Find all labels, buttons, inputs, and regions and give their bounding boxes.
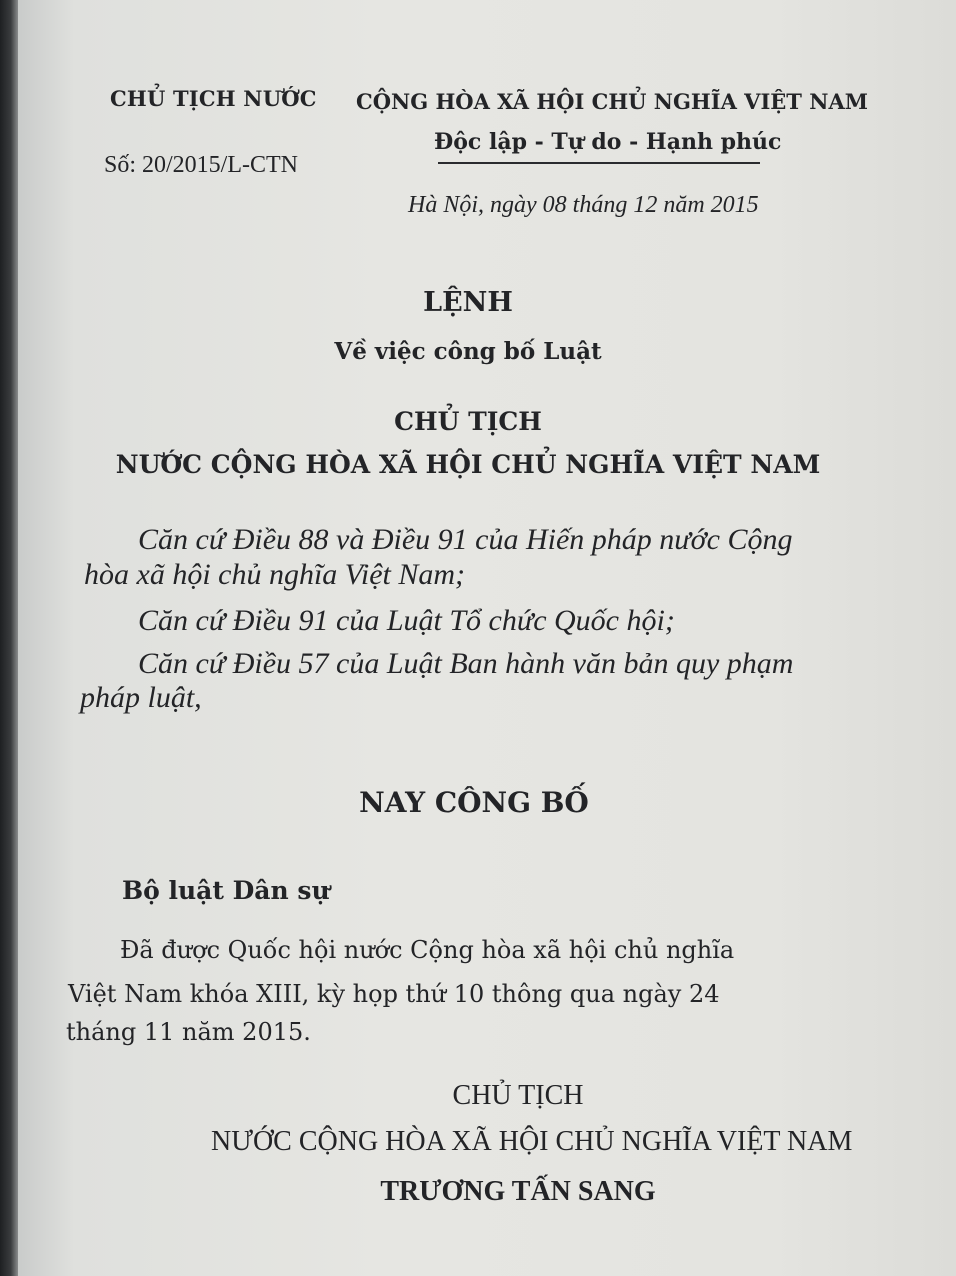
legal-basis-line: Căn cứ Điều 88 và Điều 91 của Hiến pháp nước Cộng	[138, 523, 793, 556]
document-type: LỆNH	[423, 287, 513, 318]
issuing-authority: CHỦ TỊCH NƯỚC	[110, 86, 317, 111]
document-number: Số: 20/2015/L-CTN	[104, 152, 299, 178]
legal-basis-line: Căn cứ Điều 91 của Luật Tổ chức Quốc hội;	[138, 604, 675, 637]
signatory-title: CHỦ TỊCH	[452, 1080, 584, 1111]
issuer-title: CHỦ TỊCH	[394, 407, 542, 436]
law-name: Bộ luật Dân sự	[122, 876, 330, 905]
proclamation-body-line: tháng 11 năm 2015.	[66, 1018, 311, 1046]
national-motto: Độc lập - Tự do - Hạnh phúc	[434, 129, 782, 155]
document-page	[18, 0, 956, 1276]
book-spine-shadow	[0, 0, 18, 1276]
place-and-date: Hà Nội, ngày 08 tháng 12 năm 2015	[408, 192, 759, 218]
bleed-through-text	[138, 368, 146, 396]
document-subject: Về việc công bố Luật	[334, 338, 602, 365]
national-title: CỘNG HÒA XÃ HỘI CHỦ NGHĨA VIỆT NAM	[356, 89, 868, 114]
issuer-organization: NƯỚC CỘNG HÒA XÃ HỘI CHỦ NGHĨA VIỆT NAM	[115, 450, 821, 479]
signatory-name: TRƯƠNG TẤN SANG	[380, 1176, 656, 1207]
legal-basis-line: Căn cứ Điều 57 của Luật Ban hành văn bản quy phạm	[138, 647, 794, 680]
proclamation-body-line: Việt Nam khóa XIII, kỳ họp thứ 10 thông qua ngày 24	[68, 980, 720, 1008]
proclamation-body-line: Đã được Quốc hội nước Cộng hòa xã hội chủ nghĩa	[120, 936, 735, 964]
legal-basis-line: hòa xã hội chủ nghĩa Việt Nam;	[84, 558, 466, 591]
signatory-organization: NƯỚC CỘNG HÒA XÃ HỘI CHỦ NGHĨA VIỆT NAM	[211, 1126, 853, 1157]
motto-underline	[438, 162, 760, 164]
proclamation-heading: NAY CÔNG BỐ	[359, 786, 589, 819]
legal-basis-line: pháp luật,	[80, 681, 202, 714]
